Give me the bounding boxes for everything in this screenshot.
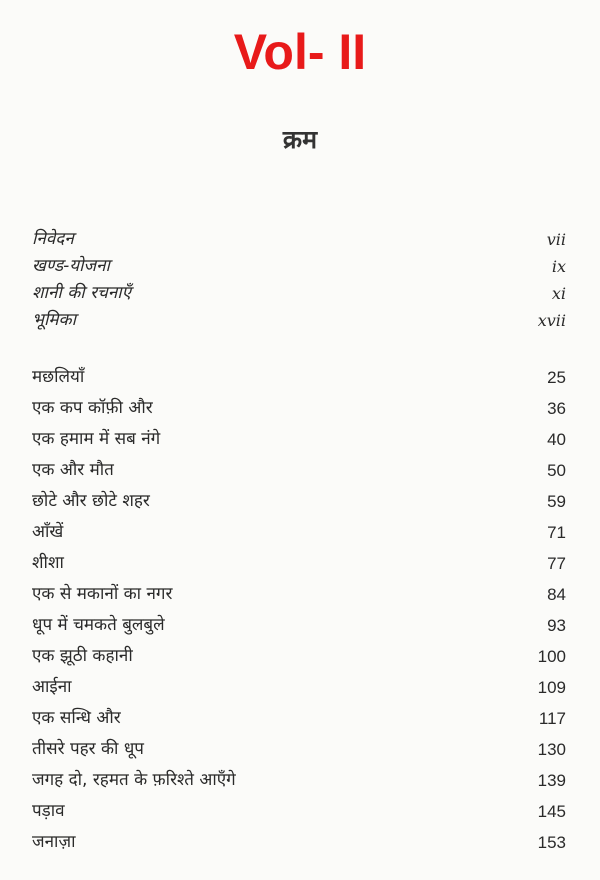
front-matter-row: [32, 226, 566, 253]
contents-row: [32, 641, 566, 672]
contents-row: [32, 486, 566, 517]
entry-title: एक और मौत: [32, 460, 114, 480]
entry-page: 77: [547, 554, 566, 573]
front-matter-row: [32, 253, 566, 280]
entry-title: आईना: [32, 677, 72, 697]
entry-page: vii: [546, 230, 566, 249]
entry-title: निवेदन: [32, 229, 74, 249]
entry-title: एक कप कॉफ़ी और: [32, 398, 153, 418]
entry-title: एक हमाम में सब नंगे: [32, 429, 161, 449]
entry-page: 84: [547, 585, 566, 604]
entry-title: एक सन्धि और: [32, 708, 121, 728]
entry-title: खण्ड-योजना: [32, 256, 110, 276]
contents-row: [32, 455, 566, 486]
entry-page: xvii: [537, 311, 566, 330]
entry-title: छोटे और छोटे शहर: [32, 491, 150, 511]
entry-title: आँखें: [32, 522, 64, 542]
entry-page: 50: [547, 461, 566, 480]
contents-row: [32, 765, 566, 796]
entry-title: शानी की रचनाएँ: [32, 283, 132, 303]
contents-row: [32, 796, 566, 827]
contents-heading: क्रम: [282, 125, 318, 154]
entry-page: 40: [547, 430, 566, 449]
contents-row: [32, 548, 566, 579]
entry-title: जनाज़ा: [32, 832, 76, 852]
contents-row: [32, 362, 566, 393]
entry-page: 153: [537, 833, 566, 852]
contents-row: [32, 579, 566, 610]
entry-page: 145: [537, 802, 566, 821]
entry-page: 117: [538, 709, 566, 728]
entry-title: भूमिका: [32, 310, 76, 330]
entry-page: xi: [551, 284, 566, 303]
contents-row: [32, 424, 566, 455]
front-matter-row: [32, 280, 566, 307]
volume-title: Vol- II: [233, 24, 367, 80]
front-matter-list: [32, 226, 566, 334]
entry-page: ix: [551, 257, 566, 276]
contents-row: [32, 393, 566, 424]
contents-row: [32, 672, 566, 703]
contents-row: [32, 703, 566, 734]
contents-list: [32, 362, 566, 858]
entry-page: 59: [547, 492, 566, 511]
entry-page: 139: [537, 771, 566, 790]
entry-page: 93: [547, 616, 566, 635]
entry-title: शीशा: [32, 553, 64, 573]
entry-page: 109: [537, 678, 566, 697]
entry-page: 25: [547, 368, 566, 387]
entry-page: 130: [537, 740, 566, 759]
contents-row: [32, 734, 566, 765]
entry-title: एक से मकानों का नगर: [32, 584, 173, 604]
entry-title: तीसरे पहर की धूप: [32, 739, 144, 759]
entry-page: 36: [547, 399, 566, 418]
entry-title: एक झूठी कहानी: [32, 646, 133, 666]
front-matter-row: [32, 307, 566, 334]
entry-page: 71: [547, 523, 566, 542]
entry-title: मछलियाँ: [32, 367, 85, 387]
entry-title: पड़ाव: [32, 801, 65, 821]
contents-row: [32, 610, 566, 641]
entry-page: 100: [537, 647, 566, 666]
entry-title: धूप में चमकते बुलबुले: [32, 615, 165, 635]
contents-row: [32, 827, 566, 858]
entry-title: जगह दो, रहमत के फ़रिश्ते आएँगे: [32, 770, 236, 790]
contents-row: [32, 517, 566, 548]
